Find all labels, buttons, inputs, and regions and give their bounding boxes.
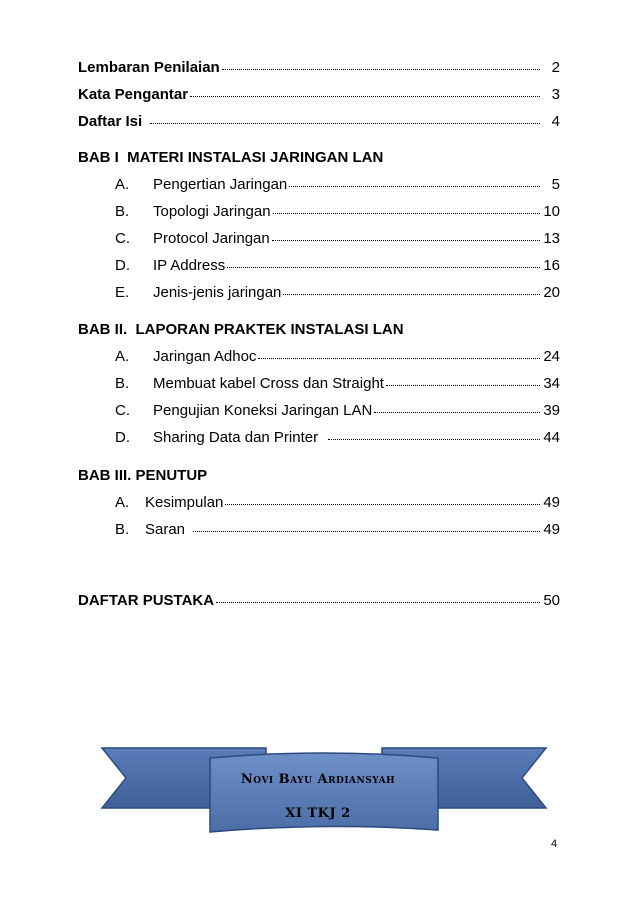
toc-label: Membuat kabel Cross dan Straight (153, 375, 384, 392)
item-letter: C. (115, 402, 130, 419)
toc-entry-bab1-e (115, 283, 560, 303)
toc-entry-bab3-a (115, 493, 560, 513)
toc-page: 10 (543, 203, 560, 220)
dot-leader (328, 438, 540, 440)
dot-leader (190, 95, 540, 97)
dot-leader (150, 122, 540, 124)
toc-label: Saran (145, 521, 186, 538)
toc-page: 4 (551, 113, 560, 130)
toc-page: 20 (543, 284, 560, 301)
toc-entry-bab1-b (115, 202, 560, 222)
toc-label: Protocol Jaringan (153, 230, 270, 247)
dot-leader (216, 601, 540, 603)
toc-entry-bab1-c (115, 229, 560, 249)
item-letter: B. (115, 521, 130, 538)
toc-page: 49 (543, 494, 560, 511)
toc-page: 34 (543, 375, 560, 392)
bab3-heading: BAB III. PENUTUP (78, 467, 208, 484)
toc-entry-bab3-b (115, 520, 560, 540)
toc-entry-bab2-b (115, 374, 560, 394)
item-letter: E. (115, 284, 130, 301)
item-letter: A. (115, 176, 130, 193)
toc-label: Jenis-jenis jaringan (153, 284, 282, 301)
dot-leader (225, 503, 540, 505)
item-letter: A. (115, 494, 130, 511)
toc-entry-bab1-d (115, 256, 560, 276)
dot-leader (227, 266, 540, 268)
footer-page-number: 4 (551, 838, 558, 850)
item-letter: C. (115, 230, 130, 247)
toc-entry-bab2-c (115, 401, 560, 421)
toc-page: 2 (551, 59, 560, 76)
dot-leader (386, 384, 540, 386)
toc-entry-lembaran-penilaian (78, 58, 560, 78)
toc-page: 39 (543, 402, 560, 419)
toc-page: 13 (543, 230, 560, 247)
dot-leader (272, 239, 540, 241)
item-letter: D. (115, 257, 130, 274)
toc-page: 50 (543, 592, 560, 609)
toc-page: 24 (543, 348, 560, 365)
toc-label: DAFTAR PUSTAKA (78, 592, 215, 609)
toc-entry-bab2-d (115, 428, 560, 448)
toc-label: Pengertian Jaringan (153, 176, 288, 193)
dot-leader (258, 357, 540, 359)
item-letter: B. (115, 375, 130, 392)
toc-entry-bab1-a (115, 175, 560, 195)
toc-page: 49 (543, 521, 560, 538)
toc-page: 16 (543, 257, 560, 274)
toc-label: Kesimpulan (145, 494, 224, 511)
dot-leader (374, 411, 540, 413)
toc-label: Kata Pengantar (78, 86, 189, 103)
dot-leader (283, 293, 540, 295)
toc-page: 5 (551, 176, 560, 193)
item-letter: A. (115, 348, 130, 365)
toc-label: Topologi Jaringan (153, 203, 271, 220)
toc-entry-bab2-a (115, 347, 560, 367)
bab2-heading: BAB II. LAPORAN PRAKTEK INSTALASI LAN (78, 321, 404, 338)
toc-entry-daftar-isi (78, 112, 560, 132)
toc-label: IP Address (153, 257, 226, 274)
banner-class: XI TKJ 2 (285, 806, 351, 821)
toc-entry-daftar-pustaka (78, 591, 560, 611)
toc-label: Sharing Data dan Printer (153, 429, 319, 446)
ribbon-banner (100, 742, 548, 842)
toc-label: Lembaran Penilaian (78, 59, 220, 76)
toc-page: 3 (551, 86, 560, 103)
toc-label: Pengujian Koneksi Jaringan LAN (153, 402, 373, 419)
dot-leader (193, 530, 540, 532)
banner-name: Novi Bayu Ardiansyah (240, 772, 396, 787)
toc-label: Jaringan Adhoc (153, 348, 257, 365)
item-letter: B. (115, 203, 130, 220)
toc-page: 44 (543, 429, 560, 446)
dot-leader (273, 212, 540, 214)
bab1-heading: BAB I MATERI INSTALASI JARINGAN LAN (78, 149, 384, 166)
item-letter: D. (115, 429, 130, 446)
toc-entry-kata-pengantar (78, 85, 560, 105)
dot-leader (222, 68, 540, 70)
dot-leader (289, 185, 540, 187)
toc-label: Daftar Isi (78, 113, 143, 130)
